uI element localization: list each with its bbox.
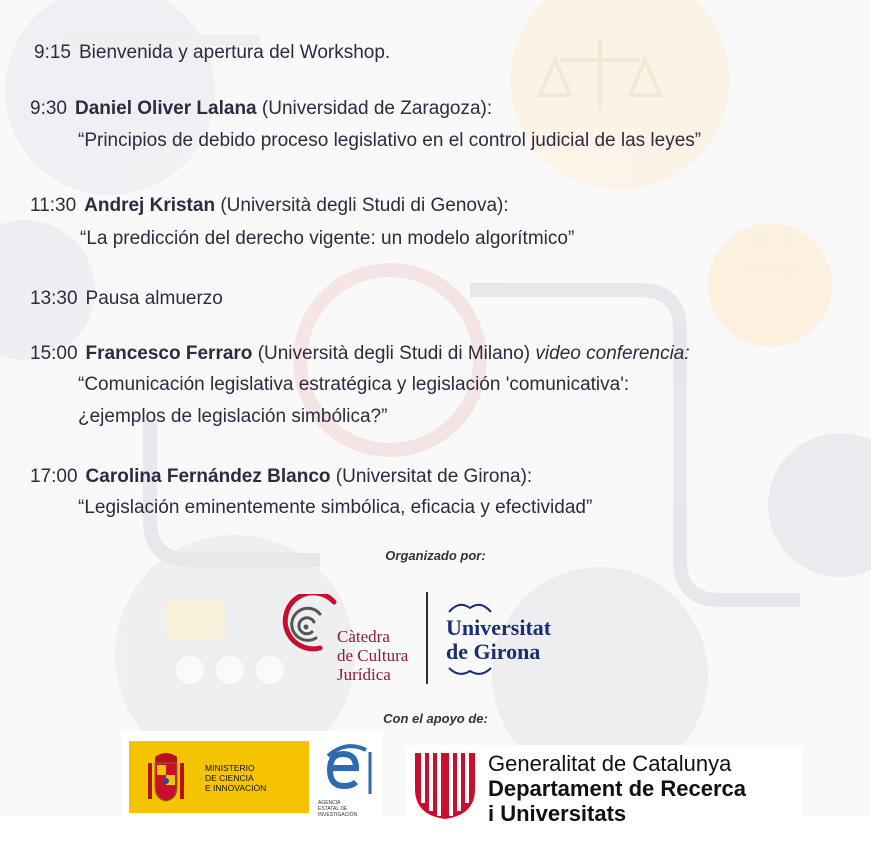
ministerio-line1: MINISTERIO — [205, 763, 255, 773]
ministerio-line3: E INNOVACIÓN — [205, 783, 267, 793]
ministerio-line2: DE CIENCIA — [205, 773, 254, 783]
ministerio-logo — [129, 741, 309, 813]
agencia-text — [318, 800, 357, 818]
support-label: Con el apoyo de: — [383, 711, 488, 726]
speaker-name: Daniel Oliver Lalana — [74, 98, 257, 119]
time-label: 9:15 — [34, 42, 71, 63]
ministerio-text — [205, 763, 266, 793]
agencia-line1: AGENCIA — [318, 800, 341, 806]
udg-crest-top — [447, 600, 493, 614]
talk-title-line1: “Comunicación legislativa estratégica y legislación 'comunicativa': — [78, 374, 630, 395]
entry-1700 — [30, 466, 532, 488]
generalitat-line1: Generalitat de Catalunya — [488, 751, 732, 776]
entry-text: Bienvenida y apertura del Workshop. — [78, 42, 391, 63]
generalitat-line3: i Universitats — [488, 801, 627, 826]
time-label: 11:30 — [30, 195, 77, 216]
talk-title: “La predicción del derecho vigente: un modelo algorítmico” — [80, 228, 575, 249]
udg-line2: de Girona — [446, 639, 541, 664]
entry-0915 — [34, 42, 390, 64]
catedra-line1: Càtedra — [337, 627, 390, 646]
speaker-name: Francesco Ferraro — [85, 343, 253, 364]
agencia-line3: INVESTIGACIÓN — [318, 812, 358, 818]
organized-by-label: Organizado por: — [385, 548, 486, 563]
logo-divider — [426, 592, 428, 684]
udg-crest-bottom — [447, 666, 493, 678]
catedra-spiral-logo — [276, 594, 338, 654]
entry-0930 — [30, 98, 492, 120]
agencia-logo-icon — [316, 742, 376, 800]
time-label: 9:30 — [30, 98, 67, 119]
talk-title-line2: ¿ejemplos de legislación simbólica?” — [78, 406, 388, 427]
generalitat-line2: Departament de Recerca — [488, 776, 747, 801]
video-conference-note: video conferencia: — [535, 343, 690, 364]
speaker-affiliation: (Università degli Studi di Genova): — [220, 195, 509, 216]
talk-title: “Principios de debido proceso legislativo en el control judicial de las leyes” — [78, 130, 702, 151]
speaker-affiliation: (Universidad de Zaragoza): — [261, 98, 493, 119]
talk-title: “Legislación eminentemente simbólica, eficacia y efectividad” — [78, 497, 593, 518]
catedra-line2: de Cultura — [337, 646, 409, 665]
time-label: 15:00 — [30, 343, 78, 364]
entry-1130 — [30, 195, 509, 217]
entry-1500 — [30, 343, 690, 365]
speaker-name: Carolina Fernández Blanco — [85, 466, 331, 487]
udg-line1: Universitat — [446, 615, 552, 640]
catedra-line3: Jurídica — [337, 665, 391, 684]
speaker-affiliation: (Università degli Studi di Milano) — [257, 343, 531, 364]
spain-coat-of-arms-icon — [143, 749, 189, 807]
entry-1330 — [30, 288, 223, 310]
entry-text: Pausa almuerzo — [85, 288, 223, 309]
time-label: 13:30 — [30, 288, 78, 309]
agencia-line2: ESTATAL DE — [318, 806, 348, 812]
speaker-name: Andrej Kristan — [84, 195, 216, 216]
senyera-logo-icon — [411, 749, 479, 821]
time-label: 17:00 — [30, 466, 78, 487]
speaker-affiliation: (Universitat de Girona): — [335, 466, 533, 487]
